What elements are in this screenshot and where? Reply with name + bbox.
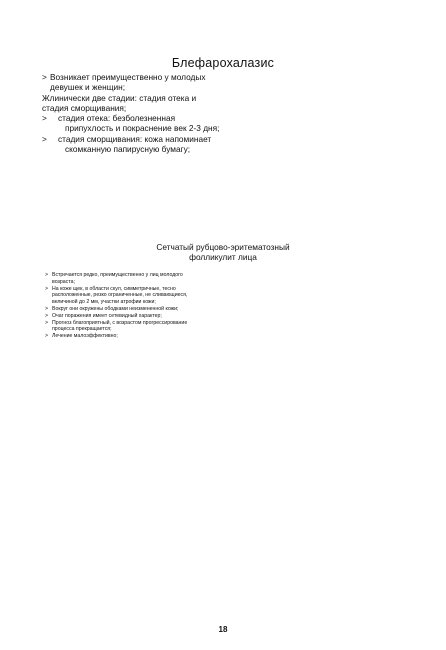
section-title-line: Сетчатый рубцово-эритематозный: [156, 242, 290, 252]
bullet-marker: >: [45, 333, 49, 340]
bullet-marker: >: [42, 113, 47, 124]
section-list-reticular-folliculitis: [45, 272, 205, 340]
list-item-text: Встречается редко, преимущественно у лиц молодого возраста;: [52, 272, 183, 285]
bullet-marker: >: [45, 272, 49, 278]
list-item: [42, 72, 222, 93]
list-item: [45, 306, 205, 313]
list-item: [45, 320, 205, 333]
list-item: [45, 286, 205, 306]
bullet-marker: >: [45, 285, 49, 292]
list-item-text: Прогноз благоприятный, с возрастом прогрессирование процесса прекращается;: [52, 319, 188, 333]
list-item-text: Жлинически две стадии: стадия отека и стадия сморщивания;: [42, 92, 197, 113]
list-item: [45, 333, 205, 340]
list-item: [42, 134, 222, 155]
list-item-text: Возникает преимущественно у молодых девушек и женщин;: [50, 72, 206, 93]
section-title-line: фолликулит лица: [189, 252, 257, 262]
list-item-text: Очаг поражения имеет сетевидный характер;: [52, 312, 162, 319]
bullet-marker: >: [45, 312, 49, 319]
list-item-text: стадия сморщивания: кожа напоминает скомканную папирусную бумагу;: [58, 133, 212, 155]
section-list-blepharochalasis: [42, 72, 222, 154]
list-item-text: Лечение малоэффективно;: [52, 333, 118, 340]
list-item-text: На коже щек, в области скул, симметричные, тесно расположенные, резко ограниченные, не сливающиеся, величиной до 2 мм, участки атрофии кожи;: [52, 285, 188, 305]
list-item-text: Вокруг они окружены ободками неизмененной кожи;: [52, 305, 179, 312]
list-item: [42, 113, 222, 134]
bullet-marker: >: [45, 305, 49, 312]
section-title-blepharochalasis: Блефарохалазис: [171, 56, 275, 70]
section-title-reticular-folliculitis: [0, 242, 446, 262]
bullet-marker: >: [42, 72, 47, 82]
list-item: [42, 93, 222, 114]
list-item-text: стадия отека: безболезненная припухлость и покраснение век 2-3 дня;: [58, 113, 220, 134]
list-item: [45, 313, 205, 320]
list-item: [45, 272, 205, 285]
bullet-marker: >: [42, 133, 47, 144]
bullet-marker: >: [45, 319, 49, 326]
page-number: 18: [218, 625, 228, 634]
